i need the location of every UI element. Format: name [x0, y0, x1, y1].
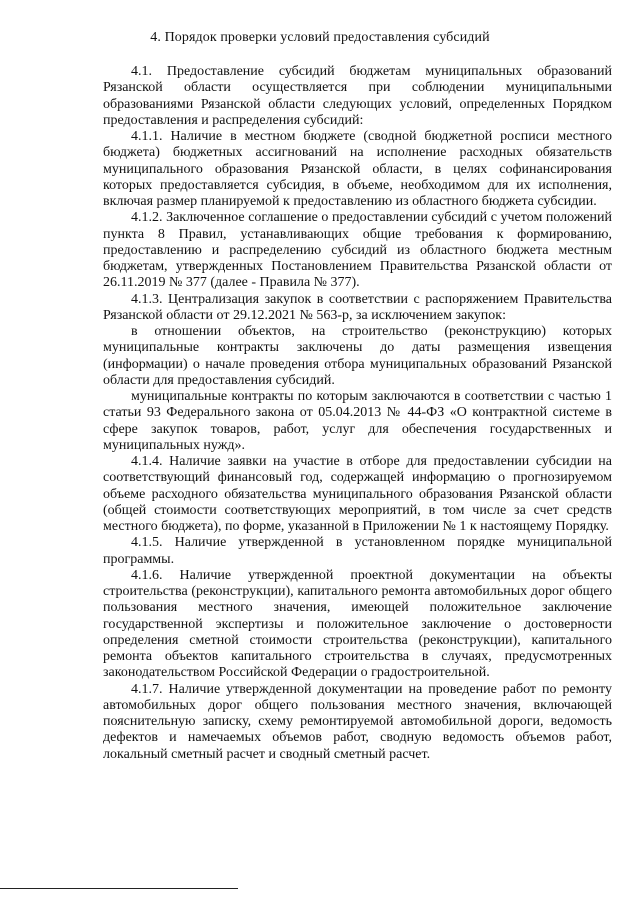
document-body	[103, 64, 612, 763]
paragraph-4-1-3: 4.1.3. Централизация закупок в соответствии с распоряжением Правительства Рязанской области от 29.12.2021 № 563-р, за исключением закупок:	[103, 291, 612, 323]
paragraph-4-1-2: 4.1.2. Заключенное соглашение о предоставлении субсидий с учетом положений пункта 8 Правил, устанавливающих общие требования к формированию, предоставлению и распределению субсидий из областного бюджета местным бюджетам, утвержденных Постановлением Правительства Рязанской области от 26.11.2019 № 377 (далее - Правила № 377).	[103, 210, 612, 291]
paragraph-4-1-3-item-1: в отношении объектов, на строительство (реконструкцию) которых муниципальные контракты заключены до даты размещения извещения (информации) о начале проведения отбора муниципальных образований Рязанской области для предоставления субсидий.	[103, 324, 612, 388]
paragraph-4-1-3-item-2: муниципальные контракты по которым заключаются в соответствии с частью 1 статьи 93 Федерального закона от 05.04.2013 № 44-ФЗ «О контрактной системе в сфере закупок товаров, работ, услуг для обеспечения государственных и муниципальных нужд».	[103, 389, 612, 453]
footer-divider	[0, 888, 238, 889]
paragraph-4-1-5: 4.1.5. Наличие утвержденной в установленном порядке муниципальной программы.	[103, 535, 612, 567]
paragraph-4-1-1: 4.1.1. Наличие в местном бюджете (сводной бюджетной росписи местного бюджета) бюджетных ассигнований на исполнение расходных обязательств муниципального образования Рязанской области, в целях софинансирования которых предоставляется субсидия, в объеме, необходимом для их исполнения, включая размер планируемой к предоставлению из областного бюджета субсидии.	[103, 129, 612, 209]
paragraph-4-1-7: 4.1.7. Наличие утвержденной документации на проведение работ по ремонту автомобильных дорог общего пользования местного значения, включающей пояснительную записку, схему ремонтируемой автомобильной дороги, ведомость дефектов и намечаемых объемов работ, сводную ведомость объемов работ, локальный сметный расчет и сводный сметный расчет.	[103, 681, 612, 762]
paragraph-4-1-6: 4.1.6. Наличие утвержденной проектной документации на объекты строительства (реконструкции), капитального ремонта автомобильных дорог общего пользования местного значения, имеющей положительное заключение государственной экспертизы и положительное заключение о достоверности определения сметной стоимости строительства (реконструкции), капитального ремонта объектов капитального строительства в случаях, предусмотренных законодательством Российской Федерации о градостроительной.	[103, 567, 612, 681]
paragraph-4-1: 4.1. Предоставление субсидий бюджетам муниципальных образований Рязанской области осуществляется при соблюдении муниципальными образованиями Рязанской области следующих условий, определенных Порядком предоставления и распределения субсидий:	[103, 64, 612, 128]
paragraph-4-1-4: 4.1.4. Наличие заявки на участие в отборе для предоставлении субсидии на соответствующий финансовый год, содержащей информацию о прогнозируемом объеме расходного обязательства муниципального образования Рязанской области (общей стоимости соответствующих мероприятий, в том числе за счет средств местного бюджета), по форме, указанной в Приложении № 1 к настоящему Порядку.	[103, 454, 612, 534]
section-title: 4. Порядок проверки условий предоставления субсидий	[150, 30, 490, 45]
